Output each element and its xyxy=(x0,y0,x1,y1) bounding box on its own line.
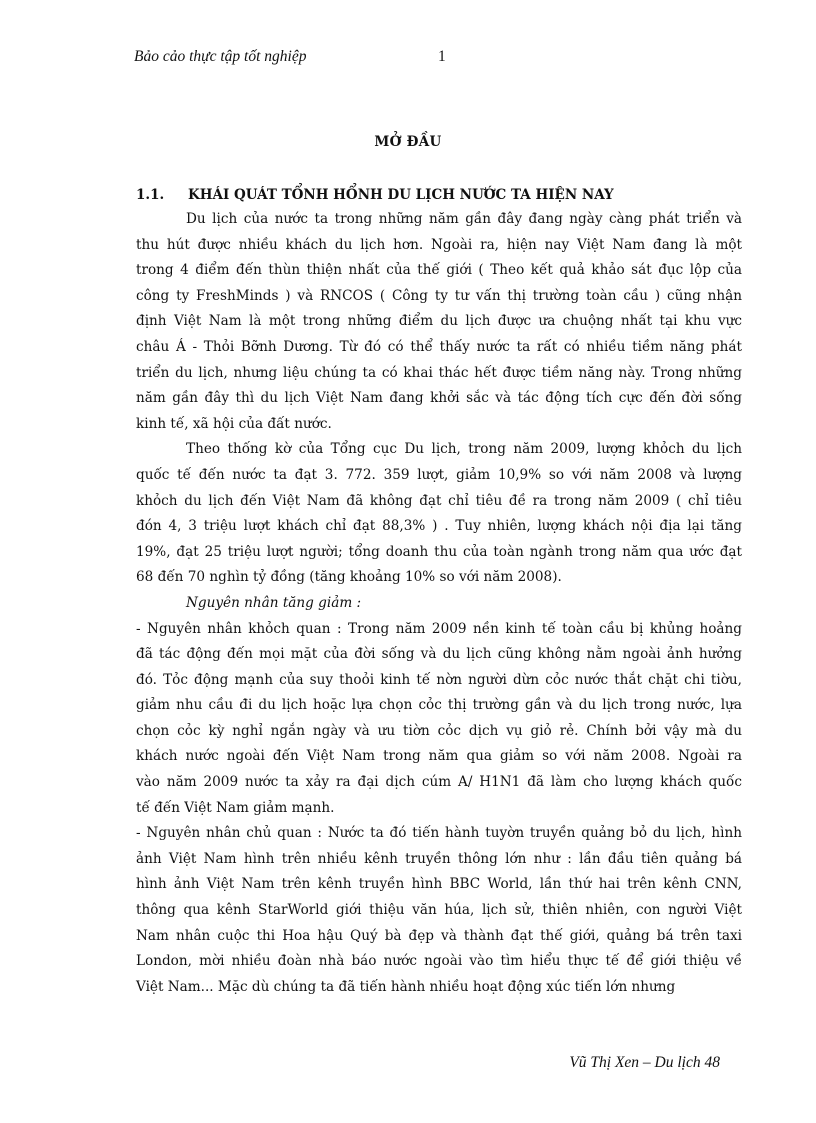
document-body xyxy=(136,207,742,1000)
paragraph-line: đó. Tỏc động mạnh của suy thoỏi kinh tế nờn người dừn cỏc nước thắt chặt chi tiờu, xyxy=(136,671,742,688)
paragraph-line: giảm nhu cầu đi du lịch hoặc lựa chọn cỏc thị trường gần và du lịch trong nước, lựa xyxy=(136,697,742,714)
paragraph-line: hình ảnh Việt Nam trên kênh truyền hình BBC World, lần thứ hai trên kênh CNN, xyxy=(136,876,742,893)
paragraph-line: khách nước ngoài đến Việt Nam trong năm qua giảm so với năm 2008. Ngoài ra xyxy=(136,748,742,765)
paragraph-line: ảnh Việt Nam hình trên nhiều kênh truyền thông lớn như : lần đầu tiên quảng bá xyxy=(136,850,742,867)
section-heading xyxy=(136,187,614,203)
paragraph-line: công ty FreshMinds ) và RNCOS ( Công ty tư vấn thị trường toàn cầu ) cũng nhận xyxy=(136,287,742,304)
paragraph-line: trong 4 điểm đến thùn thiện nhất của thế giới ( Theo kết quả khảo sát đục lộp của xyxy=(136,262,742,279)
paragraph-line: 19%, đạt 25 triệu lượt người; tổng doanh thu của toàn ngành trong năm qua ước đạt xyxy=(136,543,742,560)
page-header xyxy=(134,48,694,70)
section-number: 1.1. xyxy=(136,187,165,203)
subheading-line: Nguyên nhân tăng giảm : xyxy=(186,594,362,611)
paragraph-line: đã tác động đến mọi mặt của đời sống và du lịch cũng không nằm ngoài ảnh hưởng xyxy=(136,646,742,663)
paragraph-line: định Việt Nam là một trong những điểm du lịch được ưa chuộng nhất tại khu vực xyxy=(136,313,742,330)
paragraph-line: - Nguyên nhân chủ quan : Nước ta đó tiến hành tuyờn truyền quảng bỏ du lịch, hình xyxy=(136,825,742,842)
paragraph-line: Nam nhân cuộc thi Hoa hậu Quý bà đẹp và thành đạt thế giới, quảng bá trên taxi xyxy=(136,927,742,944)
paragraph-line: kinh tế, xã hội của đất nước. xyxy=(136,415,332,432)
header-title: Bảo cảo thực tập tốt nghiệp xyxy=(134,48,307,65)
paragraph-line: tế đến Việt Nam giảm mạnh. xyxy=(136,799,335,816)
chapter-title: MỞ ĐẦU xyxy=(374,134,442,150)
paragraph-line: chọn cỏc kỳ nghỉ ngắn ngày và ưu tiờn cỏc dịch vụ giỏ rẻ. Chính bởi vậy mà du xyxy=(136,722,742,739)
paragraph-line: năm gần đây thì du lịch Việt Nam đang khởi sắc và tác động tích cực đến đời sống xyxy=(136,390,742,407)
paragraph-line: thu hút được nhiều khách du lịch hơn. Ngoài ra, hiện nay Việt Nam đang là một xyxy=(136,236,742,253)
page-number: 1 xyxy=(438,48,446,65)
paragraph-line: Việt Nam... Mặc dù chúng ta đã tiến hành nhiều hoạt động xúc tiến lớn nhưng xyxy=(136,978,676,995)
paragraph-line: Theo thống kờ của Tổng cục Du lịch, trong năm 2009, lượng khỏch du lịch xyxy=(186,441,742,458)
paragraph-line: quốc tế đến nước ta đạt 3. 772. 359 lượt, giảm 10,9% so với năm 2008 và lượng xyxy=(136,466,742,483)
paragraph-line: 68 đến 70 nghìn tỷ đồng (tăng khoảng 10% so với năm 2008). xyxy=(136,569,562,586)
paragraph-line: triển du lịch, nhưng liệu chúng ta có khai thác hết được tiềm năng này. Trong những xyxy=(136,364,742,381)
paragraph-line: - Nguyên nhân khỏch quan : Trong năm 2009 nền kinh tế toàn cầu bị khủng hoảng xyxy=(136,620,742,637)
paragraph-line: Du lịch của nước ta trong những năm gần đây đang ngày càng phát triển và xyxy=(186,211,742,227)
section-title: KHÁI QUÁT TỔNH HỔNH DU LỊCH NƯỚC TA HIỆN NAY xyxy=(188,187,614,203)
paragraph-line: London, mời nhiều đoàn nhà báo nước ngoài vào tìm hiểu thực tế để giới thiệu về xyxy=(136,953,742,970)
paragraph-line: khỏch du lịch đến Việt Nam đã không đạt chỉ tiêu đề ra trong năm 2009 ( chỉ tiêu xyxy=(136,492,742,509)
page-footer: Vũ Thị Xen – Du lịch 48 xyxy=(569,1054,720,1071)
paragraph-line: thông qua kênh StarWorld giới thiệu văn húa, lịch sử, thiên nhiên, con người Việt xyxy=(136,902,742,919)
paragraph-line: châu Á - Thỏi Bỡnh Dương. Từ đó có thể thấy nước ta rất có nhiều tiềm năng phát xyxy=(136,338,742,355)
paragraph-line: vào năm 2009 nước ta xảy ra đại dịch cúm A/ H1N1 đã làm cho lượng khách quốc xyxy=(136,774,742,791)
paragraph-line: đón 4, 3 triệu lượt khách chỉ đạt 88,3% ) . Tuy nhiên, lượng khách nội địa lại tăng xyxy=(136,518,742,535)
